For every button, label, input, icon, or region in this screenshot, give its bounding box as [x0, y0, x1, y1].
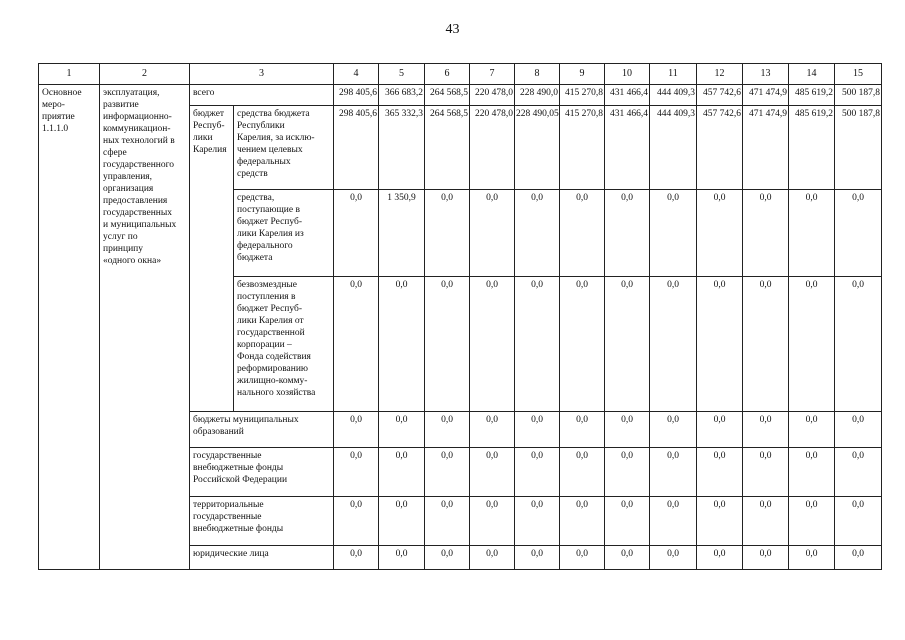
header-cell: 4 — [334, 64, 379, 85]
value-cell: 0,0 — [835, 546, 882, 570]
value-cell: 0,0 — [697, 190, 743, 277]
row-label-cell: государственные внебюджетные фонды Российской Федерации — [190, 448, 334, 497]
value-cell: 0,0 — [605, 277, 650, 412]
value-cell: 471 474,9 — [743, 85, 789, 106]
value-cell: 431 466,4 — [605, 85, 650, 106]
value-cell: 0,0 — [425, 277, 470, 412]
value-cell: 0,0 — [835, 497, 882, 546]
value-cell: 0,0 — [743, 546, 789, 570]
header-cell: 6 — [425, 64, 470, 85]
value-cell: 0,0 — [789, 277, 835, 412]
value-cell: 0,0 — [789, 497, 835, 546]
header-row — [39, 64, 882, 85]
header-cell: 15 — [835, 64, 882, 85]
value-cell: 0,0 — [334, 546, 379, 570]
value-cell: 0,0 — [697, 448, 743, 497]
row-label-cell: территориальные государственные внебюджетные фонды — [190, 497, 334, 546]
header-cell: 8 — [515, 64, 560, 85]
value-cell: 0,0 — [515, 546, 560, 570]
table-row — [39, 85, 882, 106]
value-cell: 0,0 — [560, 448, 605, 497]
value-cell: 0,0 — [835, 448, 882, 497]
value-cell: 366 683,2 — [379, 85, 425, 106]
value-cell: 0,0 — [379, 277, 425, 412]
value-cell: 0,0 — [697, 412, 743, 448]
header-cell: 2 — [100, 64, 190, 85]
value-cell: 0,0 — [650, 546, 697, 570]
value-cell: 0,0 — [470, 448, 515, 497]
value-cell: 0,0 — [470, 277, 515, 412]
value-cell: 1 350,9 — [379, 190, 425, 277]
value-cell: 0,0 — [743, 412, 789, 448]
value-cell: 0,0 — [743, 277, 789, 412]
value-cell: 0,0 — [379, 497, 425, 546]
value-cell: 0,0 — [379, 412, 425, 448]
value-cell: 444 409,3 — [650, 85, 697, 106]
value-cell: 0,0 — [697, 546, 743, 570]
value-cell: 0,0 — [470, 497, 515, 546]
event-description-cell: эксплуатация, развитие информационно- коммуникацион- ных технологий в сфере государственного управления, организация предоставления государственных и муниципальных услуг по принципу «одного окна» — [100, 85, 190, 570]
value-cell: 500 187,8 — [835, 106, 882, 190]
value-cell: 0,0 — [835, 412, 882, 448]
value-cell: 0,0 — [605, 190, 650, 277]
value-cell: 0,0 — [515, 412, 560, 448]
value-cell: 0,0 — [697, 277, 743, 412]
value-cell: 0,0 — [743, 497, 789, 546]
value-cell: 0,0 — [789, 448, 835, 497]
value-cell: 0,0 — [605, 497, 650, 546]
value-cell: 0,0 — [425, 546, 470, 570]
value-cell: 0,0 — [425, 497, 470, 546]
value-cell: 0,0 — [650, 448, 697, 497]
header-cell: 10 — [605, 64, 650, 85]
row-label-cell: юридические лица — [190, 546, 334, 570]
value-cell: 0,0 — [650, 190, 697, 277]
header-cell: 9 — [560, 64, 605, 85]
value-cell: 228 490,0 — [515, 85, 560, 106]
budget-table — [38, 63, 882, 570]
value-cell: 220 478,0 — [470, 106, 515, 190]
row-label-cell: безвозмездные поступления в бюджет Респуб- лики Карелия от государственной корпорации – Фонда содействия реформированию жилищно-комму- нального хозяйства — [234, 277, 334, 412]
value-cell: 0,0 — [334, 190, 379, 277]
value-cell: 0,0 — [835, 277, 882, 412]
value-cell: 0,0 — [560, 546, 605, 570]
value-cell: 0,0 — [379, 546, 425, 570]
value-cell: 457 742,6 — [697, 85, 743, 106]
value-cell: 500 187,8 — [835, 85, 882, 106]
value-cell: 0,0 — [470, 190, 515, 277]
value-cell: 0,0 — [334, 412, 379, 448]
value-cell: 0,0 — [560, 412, 605, 448]
value-cell: 0,0 — [605, 412, 650, 448]
value-cell: 415 270,8 — [560, 85, 605, 106]
value-cell: 0,0 — [697, 497, 743, 546]
header-cell: 12 — [697, 64, 743, 85]
value-cell: 0,0 — [650, 277, 697, 412]
value-cell: 485 619,2 — [789, 106, 835, 190]
value-cell: 0,0 — [334, 277, 379, 412]
value-cell: 298 405,6 — [334, 85, 379, 106]
value-cell: 457 742,6 — [697, 106, 743, 190]
value-cell: 0,0 — [425, 190, 470, 277]
row-label-cell: средства бюджета Республики Карелия, за исклю- чением целевых федеральных средств — [234, 106, 334, 190]
value-cell: 471 474,9 — [743, 106, 789, 190]
value-cell: 444 409,3 — [650, 106, 697, 190]
row-label-cell: средства, поступающие в бюджет Респуб- лики Карелия из федерального бюджета — [234, 190, 334, 277]
value-cell: 264 568,5 — [425, 85, 470, 106]
value-cell: 0,0 — [560, 497, 605, 546]
header-cell: 3 — [190, 64, 334, 85]
value-cell: 0,0 — [425, 412, 470, 448]
value-cell: 0,0 — [743, 190, 789, 277]
value-cell: 431 466,4 — [605, 106, 650, 190]
value-cell: 0,0 — [515, 190, 560, 277]
value-cell: 0,0 — [560, 277, 605, 412]
value-cell: 0,0 — [743, 448, 789, 497]
value-cell: 365 332,3 — [379, 106, 425, 190]
value-cell: 415 270,8 — [560, 106, 605, 190]
page-number: 43 — [445, 22, 460, 37]
value-cell: 228 490,05 — [515, 106, 560, 190]
value-cell: 0,0 — [334, 448, 379, 497]
header-cell: 5 — [379, 64, 425, 85]
republic-budget-cell: бюджет Респуб- лики Карелия — [190, 106, 234, 412]
value-cell: 0,0 — [650, 497, 697, 546]
value-cell: 0,0 — [650, 412, 697, 448]
value-cell: 0,0 — [789, 546, 835, 570]
header-cell: 1 — [39, 64, 100, 85]
value-cell: 485 619,2 — [789, 85, 835, 106]
value-cell: 264 568,5 — [425, 106, 470, 190]
value-cell: 0,0 — [425, 448, 470, 497]
row-label-cell: всего — [190, 85, 334, 106]
value-cell: 220 478,0 — [470, 85, 515, 106]
value-cell: 298 405,6 — [334, 106, 379, 190]
header-cell: 11 — [650, 64, 697, 85]
value-cell: 0,0 — [515, 448, 560, 497]
value-cell: 0,0 — [560, 190, 605, 277]
value-cell: 0,0 — [835, 190, 882, 277]
value-cell: 0,0 — [789, 412, 835, 448]
value-cell: 0,0 — [470, 412, 515, 448]
value-cell: 0,0 — [334, 497, 379, 546]
value-cell: 0,0 — [470, 546, 515, 570]
header-cell: 13 — [743, 64, 789, 85]
value-cell: 0,0 — [515, 497, 560, 546]
header-cell: 7 — [470, 64, 515, 85]
value-cell: 0,0 — [605, 546, 650, 570]
value-cell: 0,0 — [789, 190, 835, 277]
value-cell: 0,0 — [379, 448, 425, 497]
header-cell: 14 — [789, 64, 835, 85]
value-cell: 0,0 — [515, 277, 560, 412]
value-cell: 0,0 — [605, 448, 650, 497]
event-label-cell: Основное меро- приятие 1.1.1.0 — [39, 85, 100, 570]
row-label-cell: бюджеты муниципальных образований — [190, 412, 334, 448]
